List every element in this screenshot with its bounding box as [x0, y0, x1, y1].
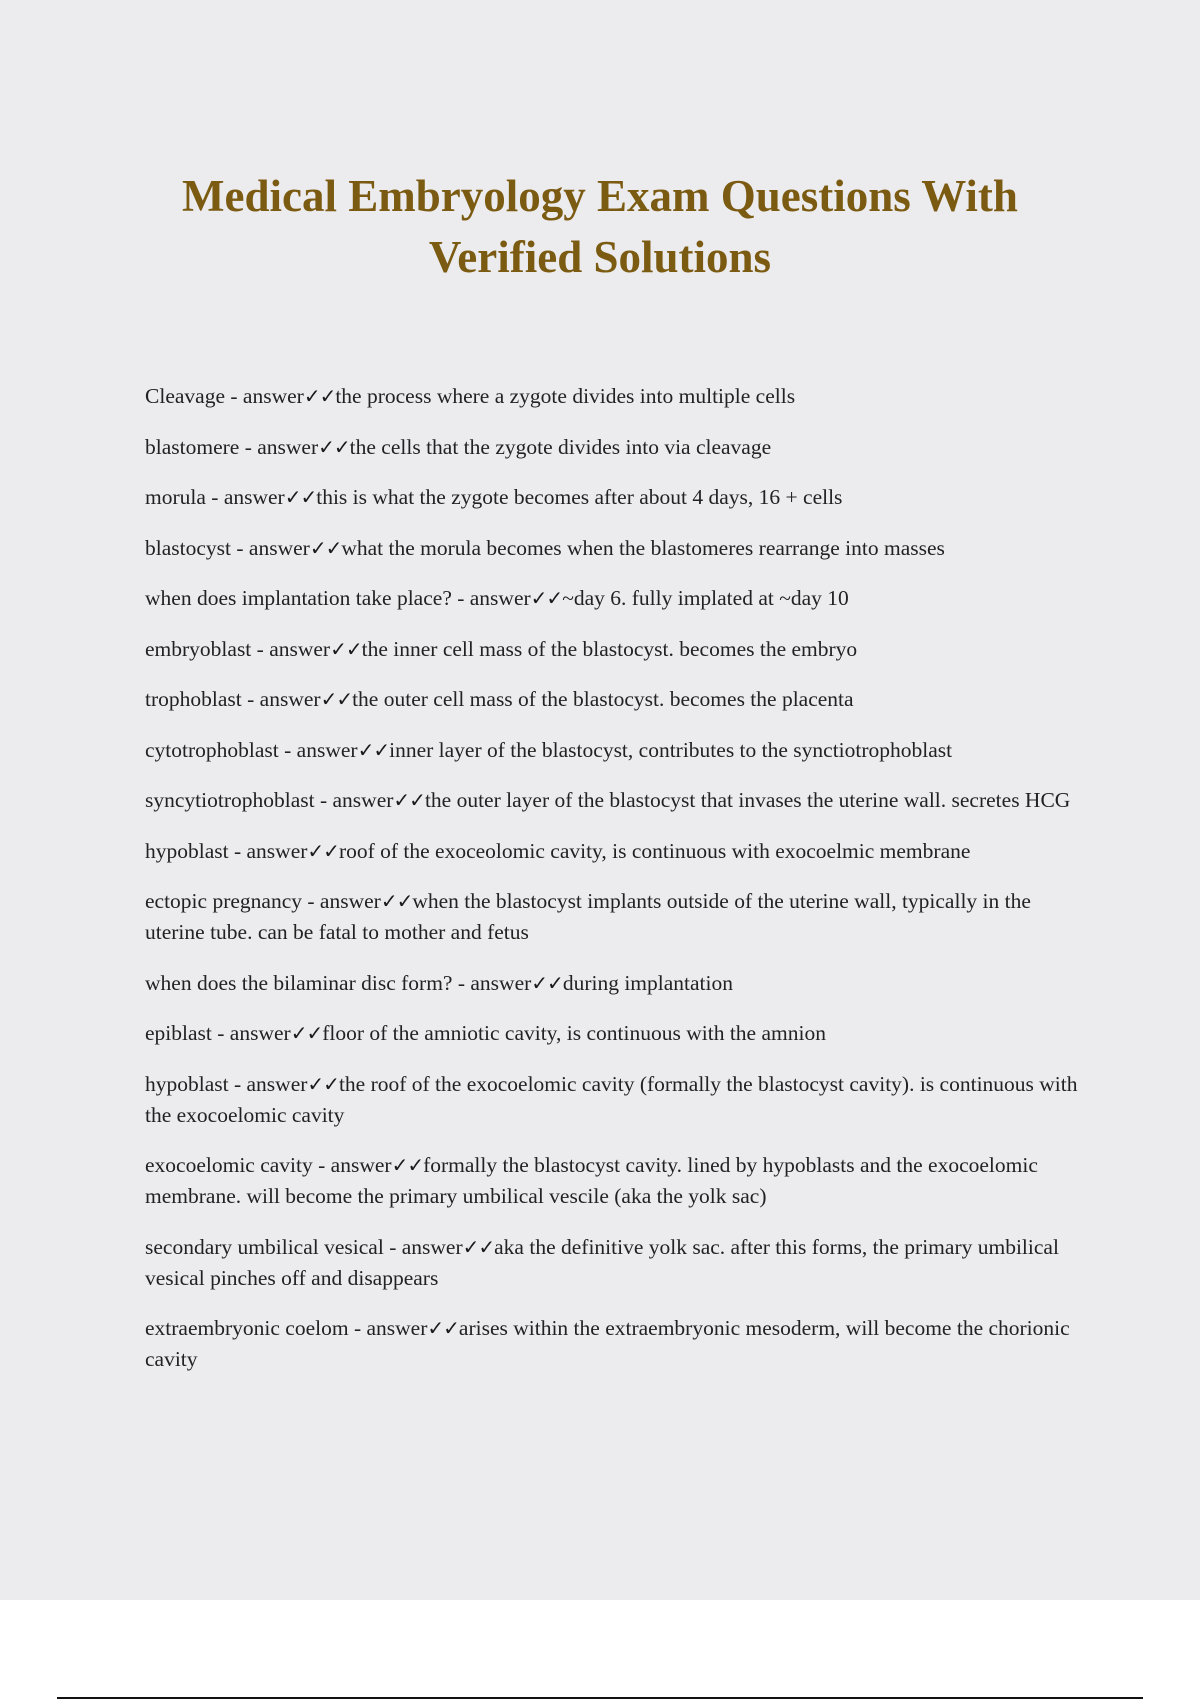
qa-answer: the cells that the zygote divides into via cleavage [349, 434, 772, 459]
checkmark-icon: ✓✓ [320, 687, 353, 711]
checkmark-icon: ✓✓ [330, 636, 362, 661]
checkmark-icon: ✓✓ [462, 1234, 495, 1259]
checkmark-icon: ✓✓ [307, 838, 339, 863]
qa-answer: the outer layer of the blastocyst that invases the uterine wall. secretes HCG [424, 788, 1071, 812]
qa-separator: - answer [348, 1316, 428, 1340]
qa-term: ectopic pregnancy [145, 889, 302, 913]
checkmark-icon: ✓✓ [290, 1021, 323, 1045]
qa-term: exocoelomic cavity [145, 1153, 313, 1177]
qa-item [145, 381, 1090, 412]
qa-term: syncytiotrophoblast [145, 788, 315, 812]
qa-item [145, 785, 1090, 816]
qa-answer: this is what the zygote becomes after about 4 days, 16 + cells [316, 485, 843, 509]
qa-item [145, 684, 1090, 715]
qa-answer: arises within the extraembryonic mesoderm, will become the chorionic cavity [145, 1316, 1070, 1371]
qa-answer: the inner cell mass of the blastocyst. becomes the embryo [361, 636, 858, 661]
qa-term: cytotrophoblast [145, 737, 279, 762]
qa-term: blastomere [145, 434, 240, 459]
qa-answer: what the morula becomes when the blastomeres rearrange into masses [341, 535, 945, 560]
qa-term: embryoblast [145, 636, 252, 661]
qa-separator: - answer [205, 485, 285, 509]
qa-separator: - answer [228, 838, 308, 863]
qa-separator: - answer [312, 1153, 392, 1177]
qa-separator: - answer [251, 636, 331, 661]
title-line-2: Verified Solutions [428, 232, 772, 282]
qa-item [145, 886, 1090, 948]
qa-separator: - answer [231, 535, 310, 560]
qa-term: when does implantation take place? [145, 586, 452, 610]
qa-item [145, 1232, 1090, 1294]
qa-term: hypoblast [145, 1071, 229, 1096]
qa-separator: - answer [314, 788, 394, 812]
qa-item [145, 482, 1090, 513]
qa-term: hypoblast [145, 838, 229, 863]
qa-item [145, 1150, 1090, 1212]
qa-separator: - answer [211, 1021, 291, 1045]
qa-term: extraembryonic coelom [145, 1316, 349, 1340]
qa-answer: aka the definitive yolk sac. after this forms, the primary umbilical vesical pinches off and disappears [145, 1234, 1059, 1290]
qa-term: epiblast [145, 1021, 212, 1045]
qa-separator: - answer [239, 434, 319, 459]
qa-term: when does the bilaminar disc form? [145, 970, 453, 995]
checkmark-icon: ✓✓ [318, 434, 350, 459]
qa-term: secondary umbilical vesical [145, 1234, 384, 1259]
qa-item [145, 634, 1090, 665]
qa-answer: inner layer of the blastocyst, contributes to the synctiotrophoblast [389, 737, 953, 762]
checkmark-icon: ✓✓ [391, 1153, 424, 1177]
qa-separator: - answer [228, 1071, 308, 1096]
next-page-top-rule [57, 1697, 1143, 1699]
qa-item [145, 968, 1090, 999]
qa-item [145, 1069, 1090, 1131]
qa-list [145, 381, 1090, 1395]
qa-item [145, 735, 1090, 766]
qa-answer: ~day 6. fully implated at ~day 10 [562, 586, 849, 610]
qa-separator: - answer [241, 687, 321, 711]
qa-answer: during implantation [562, 970, 733, 995]
qa-separator: - answer [278, 737, 358, 762]
qa-item [145, 583, 1090, 614]
checkmark-icon: ✓✓ [307, 1071, 339, 1096]
qa-separator: - answer [383, 1234, 463, 1259]
qa-answer: roof of the exoceolomic cavity, is continuous with exocoelmic membrane [338, 838, 971, 863]
qa-term: morula [145, 485, 206, 509]
qa-separator: - answer [302, 889, 381, 913]
qa-item [145, 432, 1090, 463]
qa-item [145, 1018, 1090, 1049]
checkmark-icon: ✓✓ [284, 485, 317, 509]
title-line-1: Medical Embryology Exam Questions With [182, 171, 1018, 221]
qa-answer: floor of the amniotic cavity, is continuous with the amnion [322, 1021, 826, 1045]
checkmark-icon: ✓✓ [531, 970, 563, 995]
qa-item [145, 1313, 1090, 1375]
checkmark-icon: ✓✓ [393, 788, 425, 812]
checkmark-icon: ✓✓ [357, 737, 390, 762]
document-title [0, 166, 1200, 288]
page-gap [0, 1600, 1200, 1700]
qa-term: trophoblast [145, 687, 242, 711]
checkmark-icon: ✓✓ [427, 1316, 459, 1340]
qa-answer: the process where a zygote divides into multiple cells [335, 384, 796, 408]
qa-separator: - answer [451, 586, 531, 610]
qa-term: Cleavage [145, 384, 225, 408]
checkmark-icon: ✓✓ [530, 586, 563, 610]
qa-answer: formally the blastocyst cavity. lined by hypoblasts and the exocoelomic membrane. will become the primary umbilical vescile (aka the yolk sac) [145, 1153, 1038, 1208]
qa-separator: - answer [225, 384, 304, 408]
qa-item [145, 533, 1090, 564]
checkmark-icon: ✓✓ [309, 535, 342, 560]
qa-answer: when the blastocyst implants outside of the uterine wall, typically in the uterine tube. can be fatal to mother and fetus [145, 889, 1031, 944]
qa-answer: the outer cell mass of the blastocyst. becomes the placenta [352, 687, 854, 711]
qa-item [145, 836, 1090, 867]
qa-separator: - answer [452, 970, 532, 995]
qa-answer: the roof of the exocoelomic cavity (formally the blastocyst cavity). is continuous with the exocoelomic cavity [145, 1071, 1078, 1127]
checkmark-icon: ✓✓ [303, 384, 336, 408]
qa-term: blastocyst [145, 535, 231, 560]
checkmark-icon: ✓✓ [380, 889, 413, 913]
